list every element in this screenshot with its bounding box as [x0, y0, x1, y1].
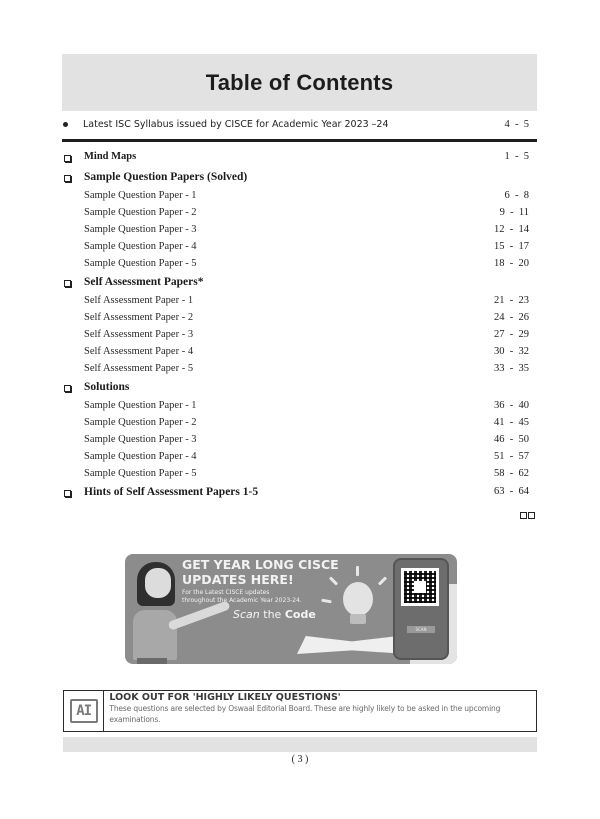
toc-item[interactable]	[62, 239, 537, 256]
toc-item[interactable]	[62, 344, 537, 361]
item-label: Sample Question Paper - 1	[84, 400, 197, 411]
item-label: Self Assessment Paper - 5	[84, 363, 194, 374]
cisce-updates-banner[interactable]	[125, 554, 457, 664]
toc-section-hints[interactable]	[62, 483, 537, 505]
checkbox-square-icon	[64, 490, 71, 497]
square-icon	[520, 512, 527, 519]
item-pages: 12 - 14	[494, 224, 529, 235]
section-title: Hints of Self Assessment Papers 1-5	[84, 486, 259, 498]
item-label: Sample Question Paper - 3	[84, 224, 197, 235]
item-label: Sample Question Paper - 3	[84, 434, 197, 445]
notice-description: These questions are selected by Oswaal Editorial Board. These are highly likely to be asked in the upcoming examinations.	[109, 704, 501, 724]
scan-the-code-text	[233, 608, 316, 621]
item-pages: 18 - 20	[494, 258, 529, 269]
toc-item[interactable]	[62, 205, 537, 222]
item-label: Sample Question Paper - 1	[84, 190, 197, 201]
item-pages: 6 - 8	[504, 190, 529, 201]
toc-item[interactable]	[62, 361, 537, 378]
toc-item[interactable]	[62, 188, 537, 205]
notice-icon-cell	[64, 691, 104, 731]
light-ray-icon	[378, 576, 387, 585]
toc-item[interactable]	[62, 310, 537, 327]
item-label: Self Assessment Paper - 4	[84, 346, 194, 357]
item-pages: 9 - 11	[499, 207, 529, 218]
bullet-icon	[63, 122, 68, 127]
headline-line-1: GET YEAR LONG CISCE	[182, 557, 339, 572]
item-label: Sample Question Paper - 4	[84, 451, 197, 462]
the-word: the	[263, 608, 282, 621]
toc-section-mind-maps[interactable]	[62, 148, 537, 168]
item-label: Self Assessment Paper - 3	[84, 329, 194, 340]
item-pages: 30 - 32	[494, 346, 529, 357]
toc-item[interactable]	[62, 256, 537, 273]
toc-item[interactable]	[62, 398, 537, 415]
notice-title: LOOK OUT FOR 'HIGHLY LIKELY QUESTIONS'	[109, 692, 341, 703]
page-title: Table of Contents	[205, 69, 394, 95]
item-label: Sample Question Paper - 2	[84, 417, 197, 428]
item-label: Sample Question Paper - 5	[84, 258, 197, 269]
item-pages: 51 - 57	[494, 451, 529, 462]
item-pages: 46 - 50	[494, 434, 529, 445]
qr-code-pattern	[404, 571, 436, 603]
section-title: Solutions	[84, 381, 130, 393]
notice-text	[104, 691, 536, 731]
toc-item[interactable]	[62, 466, 537, 483]
header-band	[62, 54, 537, 111]
ai-icon: AI	[70, 699, 98, 723]
scan-word: Scan	[233, 608, 260, 621]
toc-section-sample-papers[interactable]	[62, 168, 537, 188]
toc-item[interactable]	[62, 293, 537, 310]
checkbox-square-icon	[64, 175, 71, 182]
item-pages: 27 - 29	[494, 329, 529, 340]
page-number: ( 3 )	[291, 754, 309, 765]
item-label: Sample Question Paper - 5	[84, 468, 197, 479]
item-pages: 36 - 40	[494, 400, 529, 411]
footer-band	[63, 737, 537, 752]
toc-section-solutions[interactable]	[62, 378, 537, 398]
girl-legs-illustration	[137, 658, 167, 664]
item-pages: 41 - 45	[494, 417, 529, 428]
item-pages: 21 - 23	[494, 295, 529, 306]
toc-item[interactable]	[62, 222, 537, 239]
end-mark-icon	[520, 512, 535, 519]
syllabus-entry[interactable]	[62, 117, 537, 135]
highly-likely-questions-notice	[63, 690, 537, 732]
item-pages: 58 - 62	[494, 468, 529, 479]
toc-item[interactable]	[62, 449, 537, 466]
light-bulb-icon	[343, 582, 373, 616]
girl-face-illustration	[145, 568, 171, 598]
toc-list	[62, 148, 537, 505]
section-title: Sample Question Papers (Solved)	[84, 171, 248, 183]
toc-item[interactable]	[62, 432, 537, 449]
item-label: Self Assessment Paper - 1	[84, 295, 194, 306]
light-bulb-base-icon	[350, 614, 366, 624]
checkbox-square-icon	[64, 385, 71, 392]
toc-item[interactable]	[62, 327, 537, 344]
checkbox-square-icon	[64, 155, 71, 162]
light-ray-icon	[321, 599, 331, 604]
scan-button[interactable]: SCAN	[407, 626, 435, 633]
syllabus-pages: 4 - 5	[504, 119, 529, 130]
syllabus-label: Latest ISC Syllabus issued by CISCE for Academic Year 2023 –24	[83, 119, 389, 130]
banner-headline	[182, 557, 339, 587]
girl-body-illustration	[133, 610, 177, 660]
section-title: Mind Maps	[84, 151, 137, 162]
section-pages: 1 - 5	[504, 151, 529, 162]
item-label: Sample Question Paper - 4	[84, 241, 197, 252]
section-pages: 63 - 64	[494, 486, 529, 497]
toc-section-self-assessment[interactable]	[62, 273, 537, 293]
open-book-icon	[297, 636, 407, 654]
banner-subtext: For the Latest CISCE updates throughout the Academic Year 2023-24.	[182, 589, 302, 604]
item-label: Self Assessment Paper - 2	[84, 312, 194, 323]
item-pages: 24 - 26	[494, 312, 529, 323]
item-pages: 15 - 17	[494, 241, 529, 252]
toc-item[interactable]	[62, 415, 537, 432]
square-icon	[528, 512, 535, 519]
checkbox-square-icon	[64, 280, 71, 287]
section-title: Self Assessment Papers*	[84, 276, 204, 288]
code-word: Code	[284, 608, 316, 621]
item-pages: 33 - 35	[494, 363, 529, 374]
headline-line-2: UPDATES HERE!	[182, 572, 294, 587]
item-label: Sample Question Paper - 2	[84, 207, 197, 218]
light-ray-icon	[356, 566, 359, 576]
divider-rule	[62, 139, 537, 142]
